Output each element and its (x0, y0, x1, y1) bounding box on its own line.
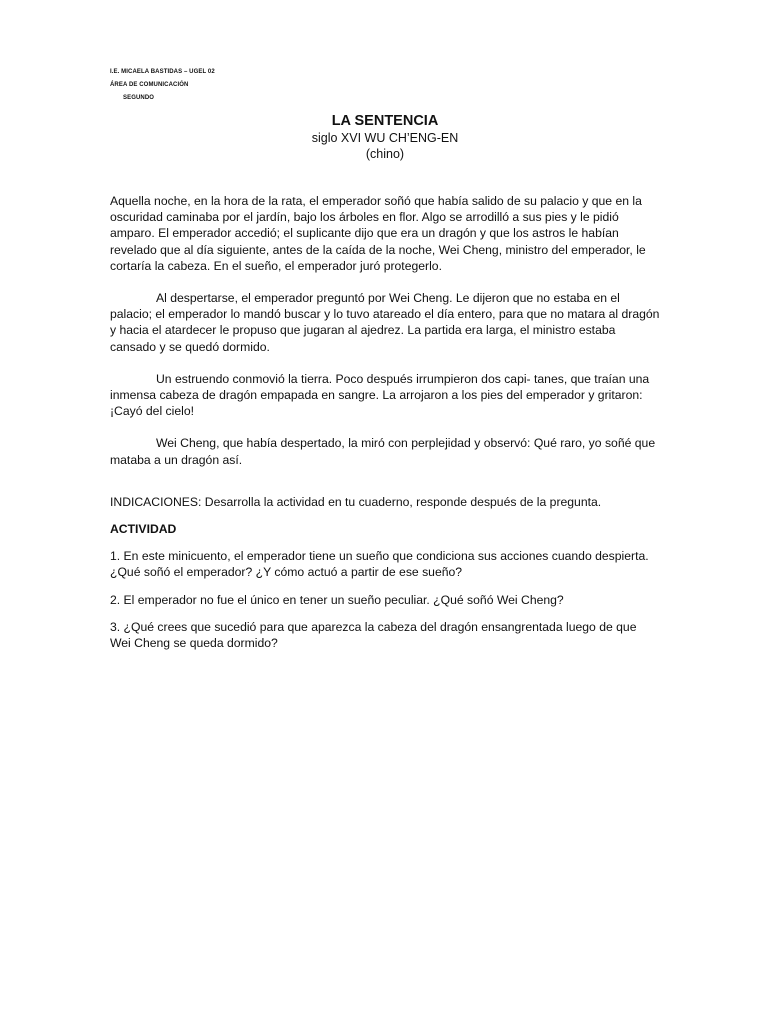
instructions-text: INDICACIONES: Desarrolla la actividad en tu cuaderno, responde después de la pregunta. (110, 494, 602, 509)
document-page (110, 66, 660, 651)
author-line: siglo XVI WU CH’ENG-EN (311, 131, 459, 145)
subject-area: ÁREA DE COMUNICACIÓN (110, 82, 189, 88)
activity-heading: ACTIVIDAD (110, 522, 177, 537)
origin-line: (chino) (365, 147, 405, 161)
story-body (110, 193, 660, 651)
story-paragraph-1: Aquella noche, en la hora de la rata, el emperador soñó que había salido de su palacio y que en la oscuridad caminaba por el jardín, bajo los árboles en flor. Algo se arrodilló a sus pies y le pidió amparo. El emperador accedió; el suplicante dijo que era un dragón y que los astros le habían revelado que al día siguiente, antes de la caída de la noche, Wei Cheng, ministro del emperador, le cortaría la cabeza. En el sueño, el emperador juró protegerlo. (110, 194, 646, 273)
story-paragraph-2: Al despertarse, el emperador preguntó por Wei Cheng. Le dijeron que no estaba en el palacio; el emperador lo mandó buscar y lo tuvo atareado el día entero, para que no matara al dragón y hacia el atardecer le propuso que jugaran al ajedrez. La partida era larga, el ministro estaba cansado y se quedó dormido. (110, 291, 660, 354)
title-block (110, 112, 660, 162)
question-3: 3. ¿Qué crees que sucedió para que aparezca la cabeza del dragón ensangrentada luego de que Wei Cheng se queda dormido? (110, 619, 637, 651)
story-title: LA SENTENCIA (331, 113, 439, 129)
grade-level: SEGUNDO (123, 95, 155, 101)
question-1: 1. En este minicuento, el emperador tiene un sueño que condiciona sus acciones cuando despierta. ¿Qué soñó el emperador? ¿Y cómo actuó a partir de ese sueño? (110, 549, 649, 580)
question-2: 2. El emperador no fue el único en tener un sueño peculiar. ¿Qué soñó Wei Cheng? (110, 592, 564, 607)
story-paragraph-4: Wei Cheng, que había despertado, la miró con perplejidad y observó: Qué raro, yo soñé que mataba a un dragón así. (110, 436, 656, 467)
story-paragraph-3: Un estruendo conmovió la tierra. Poco después irrumpieron dos capi- tanes, que traían una inmensa cabeza de dragón empapada en sangre. La arrojaron a los pies del emperador y gritaron: ¡Cayó del cielo! (110, 371, 650, 419)
school-name: I.E. MICAELA BASTIDAS – UGEL 02 (110, 69, 215, 75)
